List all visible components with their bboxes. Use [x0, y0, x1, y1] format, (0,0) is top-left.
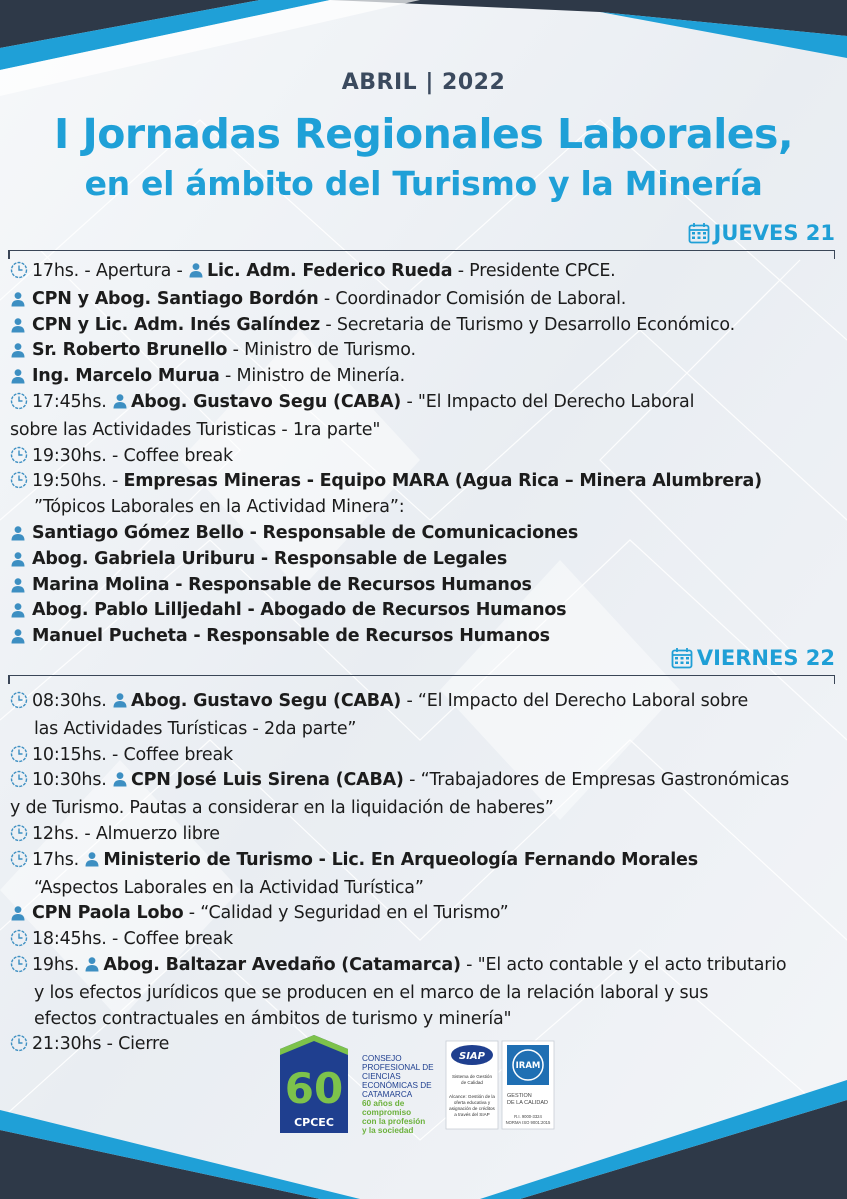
org-name-line: PROFESIONAL DE: [362, 1063, 434, 1072]
person-icon: [10, 628, 32, 644]
siap-text: Sistema de Gestión: [451, 1074, 493, 1079]
list-item: 19:50hs. - Empresas Mineras - Equipo MARA (Agua Rica – Minera Alumbrera): [10, 469, 840, 495]
list-item: 10:15hs. - Coffee break: [10, 743, 840, 769]
list-item: Abog. Gabriela Uriburu - Responsable de Legales: [10, 547, 840, 573]
day-header-thursday: [688, 221, 835, 245]
clock-icon: [10, 745, 32, 763]
list-item: 17hs. Ministerio de Turismo - Lic. En Arqueología Fernando Morales: [10, 848, 840, 876]
person-icon: [10, 342, 32, 358]
list-item: 17hs. - Apertura - Lic. Adm. Federico Rueda - Presidente CPCE.: [10, 259, 840, 287]
cpce-logo-text: CPCEC: [294, 1116, 334, 1129]
org-name-line: CIENCIAS: [362, 1072, 401, 1081]
siap-certification: [446, 1041, 498, 1129]
clock-icon: [10, 770, 32, 788]
footer-logos: [278, 1033, 568, 1137]
clock-icon: [10, 392, 32, 410]
motto-line: compromiso: [362, 1108, 412, 1117]
list-item: CPN y Abog. Santiago Bordón - Coordinador Comisión de Laboral.: [10, 287, 840, 313]
person-icon: [10, 577, 32, 593]
person-icon: [112, 770, 131, 796]
motto-line: con la profesión: [362, 1117, 426, 1126]
section-divider: [8, 250, 835, 251]
list-item: 17:45hs. Abog. Gustavo Segu (CABA) - "El Impacto del Derecho Laboral: [10, 390, 840, 418]
list-item-continuation: ”Tópicos Laborales en la Actividad Minera”:: [34, 497, 405, 518]
list-item: Sr. Roberto Brunello - Ministro de Turismo.: [10, 338, 840, 364]
list-item: 21:30hs - Cierre: [10, 1032, 840, 1058]
list-item: Marina Molina - Responsable de Recursos Humanos: [10, 573, 840, 599]
clock-icon: [10, 691, 32, 709]
list-item: 08:30hs. Abog. Gustavo Segu (CABA) - “El Impacto del Derecho Laboral sobre: [10, 689, 840, 717]
clock-icon: [10, 824, 32, 842]
person-icon: [10, 317, 32, 333]
list-item: 18:45hs. - Coffee break: [10, 927, 840, 953]
friday-schedule: [10, 689, 840, 1058]
list-item: Santiago Gómez Bello - Responsable de Comunicaciones: [10, 521, 840, 547]
clock-icon: [10, 955, 32, 973]
list-item: 19:30hs. - Coffee break: [10, 444, 840, 470]
siap-text: de Calidad: [461, 1080, 483, 1085]
siap-text: oferta educativa y: [453, 1100, 491, 1105]
list-item-continuation: y los efectos jurídicos que se producen en el marco de la relación laboral y sus: [34, 982, 709, 1003]
list-item-continuation: las Actividades Turísticas - 2da parte”: [34, 718, 357, 739]
person-icon: [84, 955, 103, 981]
person-icon: [112, 691, 131, 717]
siap-logo: SIAP: [459, 1051, 485, 1062]
iram-text: DE LA CALIDAD: [507, 1100, 548, 1106]
list-item-continuation: y de Turismo. Pautas a considerar en la liquidación de haberes”: [10, 798, 554, 819]
motto-line: 60 años de: [362, 1099, 405, 1108]
clock-icon: [10, 850, 32, 868]
siap-text: asignación de créditos: [449, 1106, 495, 1111]
list-item: 12hs. - Almuerzo libre: [10, 822, 840, 848]
org-name-line: CATAMARCA: [362, 1090, 413, 1099]
clock-icon: [10, 1034, 32, 1052]
person-icon: [10, 368, 32, 384]
list-item-continuation: sobre las Actividades Turisticas - 1ra parte": [10, 419, 381, 440]
iram-logo: IRAM: [515, 1061, 541, 1071]
person-icon: [10, 525, 32, 541]
event-date: ABRIL | 2022: [341, 70, 506, 95]
list-item: Ing. Marcelo Murua - Ministro de Minería.: [10, 364, 840, 390]
day-header-friday: [671, 646, 835, 670]
list-item-continuation: “Aspectos Laborales en la Actividad Turística”: [34, 877, 424, 898]
day-label-friday: VIERNES 22: [696, 646, 835, 670]
org-name-line: ECONÓMICAS DE: [362, 1081, 432, 1090]
person-icon: [10, 551, 32, 567]
motto-line: y la sociedad: [362, 1126, 414, 1135]
iram-text: GESTION: [507, 1093, 532, 1099]
day-label-thursday: JUEVES 21: [713, 221, 835, 245]
calendar-icon: [688, 222, 710, 244]
clock-icon: [10, 261, 32, 279]
iram-text: NORMA ISO 9001:2015: [505, 1120, 551, 1125]
calendar-icon: [671, 647, 693, 669]
person-icon: [84, 850, 103, 876]
section-divider: [8, 675, 835, 676]
clock-icon: [10, 929, 32, 947]
iram-certification: [502, 1041, 554, 1129]
person-icon: [112, 392, 131, 418]
clock-icon: [10, 446, 32, 464]
list-item: Manuel Pucheta - Responsable de Recursos Humanos: [10, 624, 840, 650]
person-icon: [10, 291, 32, 307]
person-icon: [188, 261, 207, 287]
event-title: I Jornadas Regionales Laborales,: [53, 110, 794, 158]
list-item: CPN Paola Lobo - “Calidad y Seguridad en el Turismo”: [10, 901, 840, 927]
clock-icon: [10, 471, 32, 489]
person-icon: [10, 905, 32, 921]
org-name-line: CONSEJO: [362, 1054, 402, 1063]
siap-text: a través del SIAP: [454, 1112, 490, 1117]
list-item-continuation: efectos contractuales en ámbitos de turismo y minería": [34, 1008, 512, 1029]
siap-text: Alcance: Gestión de la: [449, 1094, 495, 1099]
cpce-number: 60: [284, 1064, 344, 1113]
list-item: 10:30hs. CPN José Luis Sirena (CABA) - “Trabajadores de Empresas Gastronómicas: [10, 768, 840, 796]
event-subtitle: en el ámbito del Turismo y la Minería: [84, 164, 763, 203]
thursday-schedule: [10, 259, 840, 650]
list-item: CPN y Lic. Adm. Inés Galíndez - Secretaria de Turismo y Desarrollo Económico.: [10, 313, 840, 339]
cpce-logo: [280, 1035, 348, 1133]
list-item: 19hs. Abog. Baltazar Avedaño (Catamarca) - "El acto contable y el acto tributario: [10, 953, 840, 981]
iram-text: R.I. 9000-3324: [514, 1114, 542, 1119]
person-icon: [10, 602, 32, 618]
list-item: Abog. Pablo Lilljedahl - Abogado de Recursos Humanos: [10, 598, 840, 624]
